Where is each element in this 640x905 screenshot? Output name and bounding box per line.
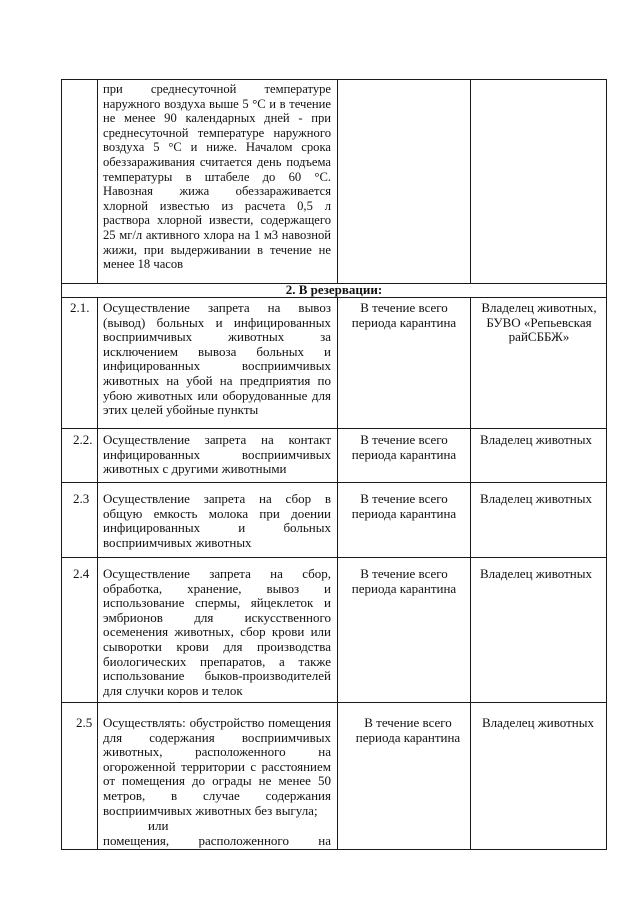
table-border (337, 79, 338, 284)
row-responsible: Владелец животных (480, 491, 592, 506)
table-border (97, 482, 98, 558)
row-description: Осуществление запрета на контакт инфицированных восприимчивых животных с другими животными (103, 432, 331, 477)
row-term: В течение всего периода карантина (351, 300, 457, 330)
row-responsible: Владелец животных (480, 432, 592, 447)
table-border (606, 428, 607, 483)
table-border (61, 297, 62, 429)
table-border (97, 702, 98, 850)
table-border (606, 702, 607, 850)
row-number: 2.2. (73, 432, 93, 447)
table-border (97, 557, 98, 703)
table-border (97, 79, 98, 284)
table-border (337, 428, 338, 483)
table-border (606, 297, 607, 429)
table-border (61, 557, 62, 703)
row-responsible: Владелец животных (480, 566, 592, 581)
row-number: 2.1. (70, 300, 90, 315)
continuation-text: при среднесуточной температуре наружного воздуха выше 5 °С и в течение не менее 90 календарных дней - при среднесуточной температуре наружного воздуха 5 °С и ниже. Началом срока обеззараживания считается день подъема температуры в штабеле до 60 °С. Навозная жижа обеззараживается хлорной известью из расчета 0,5 л раствора хлорной извести, содержащего 25 мг/л активного хлора на 1 м3 навозной жижи, при выдерживании в течение не менее 18 часов (103, 82, 331, 272)
table-border (470, 428, 471, 483)
row-number: 2.5 (76, 715, 93, 730)
table-border (61, 79, 607, 80)
row-term: В течение всего периода карантина (355, 715, 461, 745)
table-border (337, 557, 338, 703)
table-border (606, 557, 607, 703)
table-border (337, 482, 338, 558)
table-border (470, 557, 471, 703)
row-description: Осуществлять: обустройство помещения для содержания восприимчивых животных, расположенного на огороженной территории с расстоянием от помещения до ограды не менее 50 метров, в случае содержания восприимчивых животных без выгула; (103, 715, 331, 818)
row-description-tail: помещения, расположенного на (103, 833, 331, 848)
table-border (61, 702, 607, 703)
table-border (97, 428, 98, 483)
table-border (606, 482, 607, 558)
table-border (470, 297, 471, 429)
table-border (337, 297, 338, 429)
row-number: 2.4 (73, 566, 90, 581)
row-term: В течение всего периода карантина (351, 566, 457, 596)
table-border (97, 297, 98, 429)
row-description: Осуществление запрета на сбор, обработка, хранение, вывоз и использование спермы, яйцеклеток и эмбрионов для искусственного осеменения животных, сбор крови или сыворотки крови для производства биологических препаратов, а также использование быков-производителей для случки коров и телок (103, 566, 331, 698)
table-border (470, 482, 471, 558)
row-description: Осуществление запрета на вывоз (вывод) больных и инфицированных восприимчивых животных за исключением вывоза больных и инфицированных восприимчивых животных на убой на предприятия по убою животных или оборудованные для этих целей убойные пункты (103, 300, 331, 418)
row-number: 2.3 (73, 491, 90, 506)
row-term: В течение всего периода карантина (351, 432, 457, 462)
table-border (337, 702, 338, 850)
row-responsible: Владелец животных, БУВО «Репьевская райСББЖ» (481, 300, 597, 345)
table-border (61, 79, 62, 284)
row-description-or: или (148, 818, 169, 833)
row-term: В течение всего периода карантина (351, 491, 457, 521)
section-title: 2. В резервации: (285, 282, 383, 297)
table-border (606, 79, 607, 284)
table-border (61, 297, 607, 298)
table-border (61, 428, 62, 483)
table-border (61, 557, 607, 558)
table-border (61, 428, 607, 429)
row-responsible: Владелец животных (482, 715, 594, 730)
row-description: Осуществление запрета на сбор в общую емкость молока при доении инфицированных и больных восприимчивых животных (103, 491, 331, 550)
table-border (61, 702, 62, 850)
table-border (470, 79, 471, 284)
table-border (61, 482, 62, 558)
table-border (61, 849, 607, 850)
table-border (61, 482, 607, 483)
table-border (470, 702, 471, 850)
